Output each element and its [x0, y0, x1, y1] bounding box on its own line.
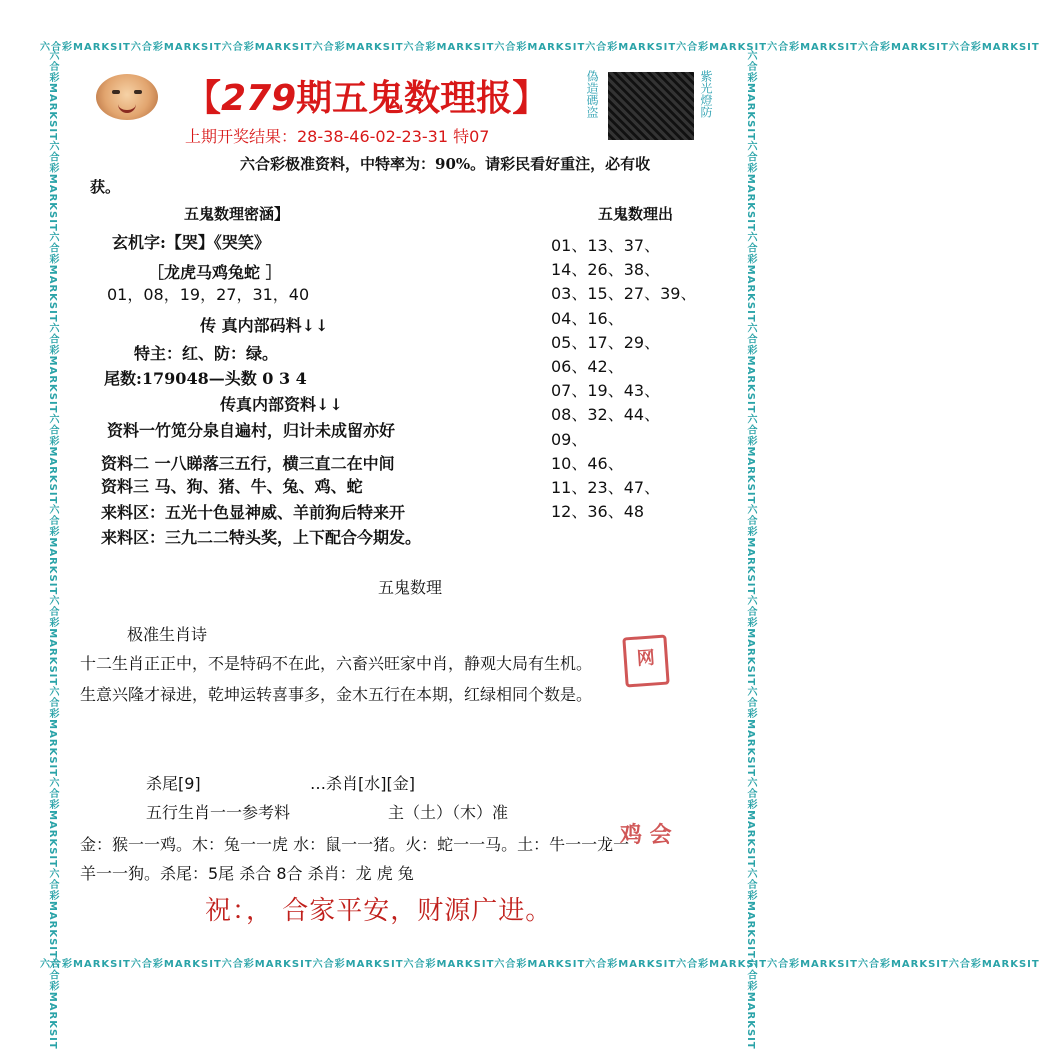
issue-number: 279 — [221, 78, 297, 119]
red-stamp-icon: 鸡 会 — [620, 822, 672, 848]
last-draw-result: 上期开奖结果：28-38-46-02-23-31 特07 — [185, 127, 490, 146]
page-title: 【279期五鬼数理报】 — [185, 77, 549, 119]
list-item: 14、26、38、 — [551, 260, 661, 280]
number-list — [551, 234, 696, 524]
blessing-text: 祝：， 合家平安，财源广进。 — [205, 896, 553, 926]
poem-title: 极准生肖诗 — [127, 625, 208, 644]
right-heading: 五鬼数理出 — [598, 205, 674, 223]
data-line-1: 资料一竹笕分泉自遍村，归计未成留亦好 — [107, 421, 396, 440]
list-item: 12、36、48 — [551, 502, 645, 522]
section-title: 五鬼数理 — [378, 578, 443, 597]
list-item: 04、16、 — [551, 308, 624, 328]
kill-zodiac: …杀肖[水][金] — [310, 774, 415, 793]
data-line-3: 资料三 马、狗、猪、牛、兔、鸡、蛇 — [101, 477, 363, 496]
fax-heading-2: 传真内部资料↓↓ — [220, 395, 343, 414]
list-item: 03、15、27、39、 — [551, 284, 697, 304]
source-line-2: 来料区：三九二二特头奖，上下配合今期发。 — [101, 528, 422, 547]
element-line-1: 金：猴一一鸡。木：兔一一虎 水：鼠一一猪。火：蛇一一马。土：牛一一龙一 — [80, 835, 630, 854]
list-item: 07、19、43、 — [551, 381, 661, 401]
list-item: 01、13、37、 — [551, 236, 661, 255]
element-line-2: 羊一一狗。杀尾：5尾 杀合 8合 杀肖：龙 虎 兔 — [80, 864, 414, 883]
tail-numbers: 尾数:179048—头数 0 3 4 — [104, 369, 307, 388]
kill-tail: 杀尾[9] — [146, 774, 201, 793]
poem-line-1: 十二生肖正正中，不是特码不在此，六畜兴旺家中肖，静观大局有生机。 — [80, 654, 593, 673]
zodiac-list: ［龙虎马鸡兔蛇 ］ — [148, 263, 282, 282]
intro-line-2: 获。 — [90, 178, 121, 196]
five-elements-heading: 五行生肖一一参考料 — [146, 803, 291, 822]
source-line-1: 来料区：五光十色显神威、羊前狗后特来开 — [101, 503, 406, 522]
list-item: 10、46、 — [551, 453, 624, 473]
border-bottom: 六合彩MARKSIT六合彩MARKSIT六合彩MARKSIT六合彩MARKSIT六合彩MARKSIT六合彩MARKSIT六合彩MARKSIT六合彩MARKSIT六合彩MARKSIT六合彩MARKSIT六合彩MARKSIT — [40, 959, 1040, 970]
main-color: 特主：红、防：绿。 — [134, 344, 279, 363]
fax-heading-1: 传 真内部码料↓↓ — [200, 316, 329, 335]
border-left: 六合彩MARKSIT六合彩MARKSIT六合彩MARKSIT六合彩MARKSIT六合彩MARKSIT六合彩MARKSIT六合彩MARKSIT六合彩MARKSIT六合彩MARKSIT六合彩MARKSIT六合彩MARKSIT — [47, 50, 58, 1050]
data-line-2: 资料二 一八睇落三五行，横三直二在中间 — [101, 454, 395, 473]
anti-counterfeit-seal: 偽造碼盗 紫光燈防 — [580, 70, 720, 142]
border-top: 六合彩MARKSIT六合彩MARKSIT六合彩MARKSIT六合彩MARKSIT六合彩MARKSIT六合彩MARKSIT六合彩MARKSIT六合彩MARKSIT六合彩MARKSIT六合彩MARKSIT六合彩MARKSIT — [40, 42, 1040, 53]
qr-code-icon — [608, 72, 694, 140]
list-item: 11、23、47、 — [551, 478, 661, 498]
element-note: 主（土）（木）准 — [388, 803, 509, 822]
left-heading: 五鬼数理密涵】 — [184, 205, 290, 223]
list-item: 05、17、29、 — [551, 332, 661, 352]
stamp-icon: 网 — [622, 635, 669, 688]
poem-line-2: 生意兴隆才禄进，乾坤运转喜事多，金木五行在本期，红绿相同个数是。 — [80, 685, 593, 704]
pick-numbers: 01，08，19，27，31，40 — [107, 285, 310, 304]
list-item: 09、 — [551, 429, 588, 449]
list-item: 08、32、44、 — [551, 405, 661, 425]
riddle-text: 玄机字:【哭】《哭笑》 — [112, 233, 270, 252]
list-item: 06、42、 — [551, 357, 624, 377]
intro-line-1: 六合彩极准资料，中特率为：90%。请彩民看好重注，必有收 — [240, 155, 651, 173]
mascot-face-icon — [96, 74, 158, 120]
border-right: 六合彩MARKSIT六合彩MARKSIT六合彩MARKSIT六合彩MARKSIT六合彩MARKSIT六合彩MARKSIT六合彩MARKSIT六合彩MARKSIT六合彩MARKSIT六合彩MARKSIT六合彩MARKSIT — [745, 50, 756, 1050]
